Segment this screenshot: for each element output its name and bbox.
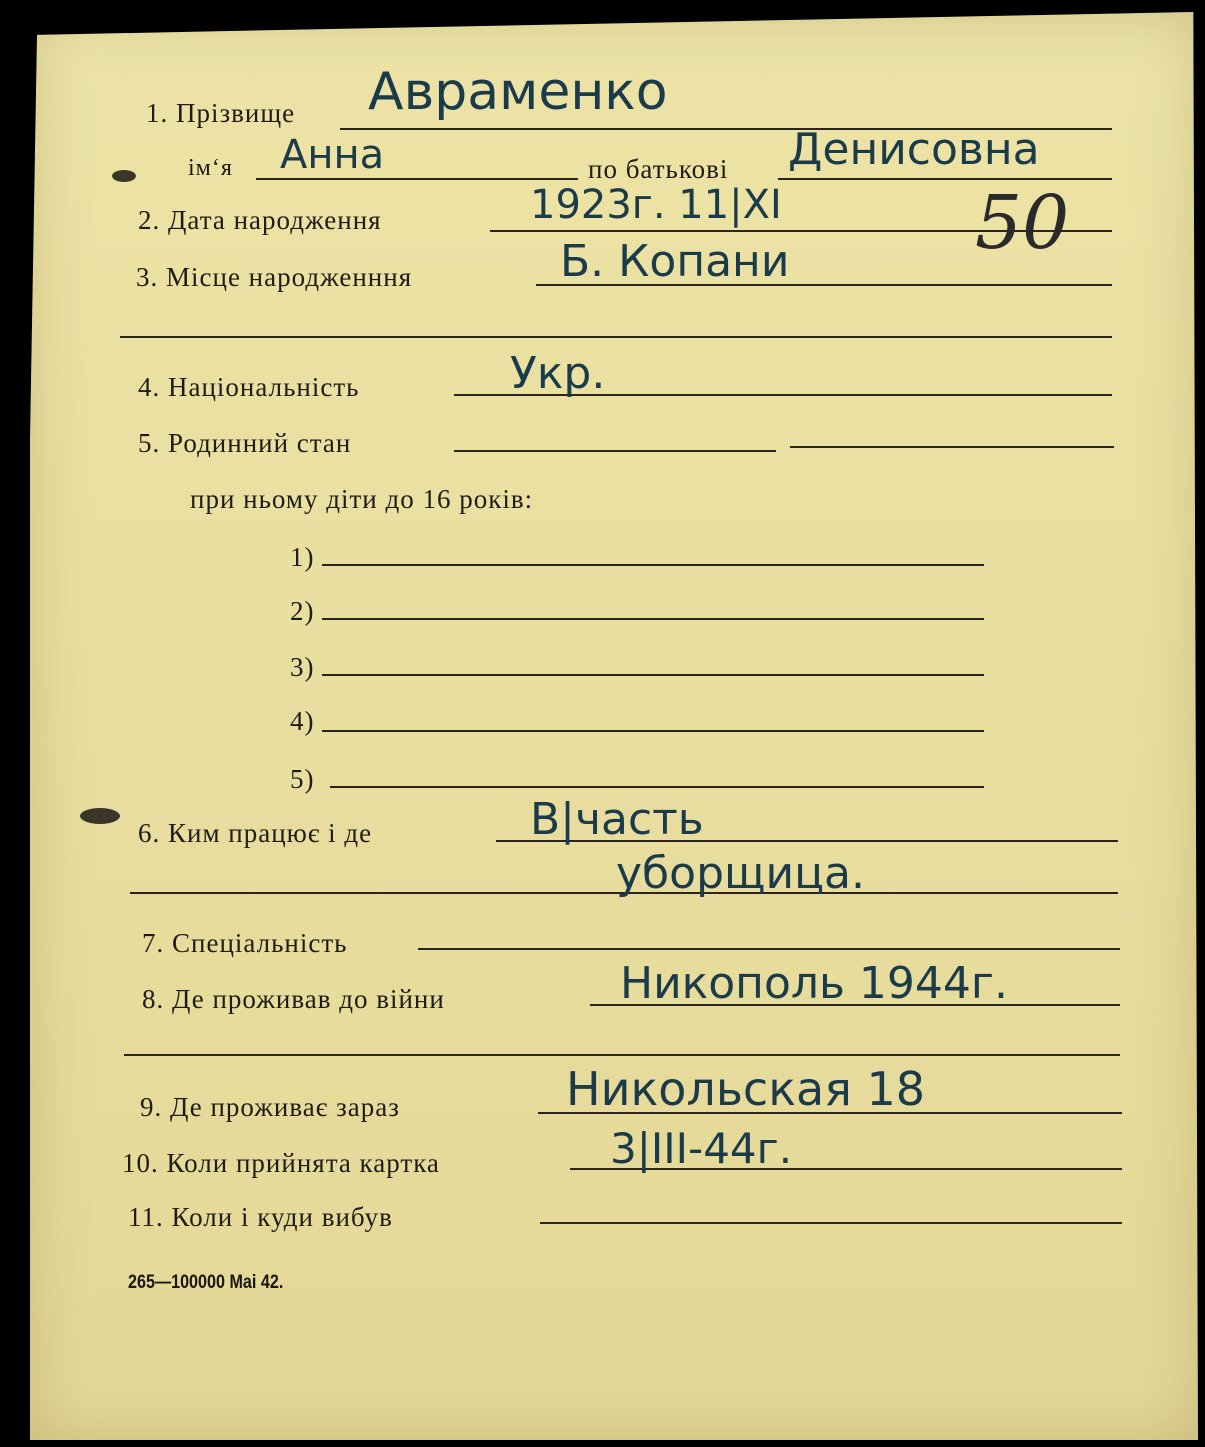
- birth-date-label: 2. Дата народження: [138, 205, 382, 235]
- first-name-line: [256, 178, 578, 180]
- child-3-label: 3): [290, 652, 315, 682]
- patronymic-value: Денисовна: [788, 124, 1040, 175]
- child-1-line: [322, 564, 984, 566]
- patronymic-label: по батькові: [588, 154, 729, 184]
- surname-label: 1. Прізвище: [146, 98, 296, 128]
- birth-place-extra-line: [120, 336, 1112, 338]
- birth-date-value: 1923г. 11|XI: [530, 182, 782, 228]
- departure-label: 11. Коли і куди вибув: [128, 1202, 393, 1232]
- punch-hole-top: [112, 170, 136, 182]
- first-name-value: Анна: [280, 132, 385, 178]
- margin-note-value: 50: [975, 180, 1070, 266]
- surname-value: Авраменко: [368, 62, 668, 122]
- marital-status-line-a: [454, 450, 776, 452]
- child-5-label: 5): [290, 764, 315, 794]
- marital-status-line-b: [790, 446, 1114, 448]
- nationality-label: 4. Національність: [138, 372, 360, 402]
- child-3-line: [322, 674, 984, 676]
- prewar-residence-label: 8. Де проживав до війни: [142, 984, 445, 1014]
- birth-place-value: Б. Копани: [560, 236, 790, 287]
- child-4-label: 4): [290, 706, 315, 736]
- departure-line: [540, 1222, 1122, 1224]
- print-code: 265—100000 Mai 42.: [128, 1272, 284, 1293]
- children-label: при ньому діти до 16 років:: [190, 484, 534, 514]
- work-value-2: уборщица.: [616, 848, 865, 899]
- child-2-label: 2): [290, 596, 315, 626]
- specialty-label: 7. Спеціальність: [142, 928, 348, 958]
- child-5-line: [330, 786, 984, 788]
- current-residence-value: Никольская 18: [566, 1062, 926, 1116]
- card-accepted-value: 3|III-44г.: [610, 1124, 793, 1173]
- work-value-1: В|часть: [530, 794, 704, 845]
- child-1-label: 1): [290, 542, 315, 572]
- card-accepted-label: 10. Коли прийнята картка: [122, 1148, 440, 1178]
- punch-hole-bottom: [80, 808, 120, 824]
- nationality-value: Укр.: [510, 348, 606, 399]
- prewar-residence-value: Никополь 1944г.: [620, 958, 1008, 1009]
- current-residence-label: 9. Де проживає зараз: [140, 1092, 400, 1122]
- prewar-residence-extra-line: [124, 1054, 1120, 1056]
- specialty-line: [418, 948, 1120, 950]
- birth-place-label: 3. Місце народженння: [136, 262, 413, 292]
- child-2-line: [322, 618, 984, 620]
- work-label: 6. Ким працює і де: [138, 818, 373, 848]
- first-name-label: ім‘я: [188, 155, 233, 181]
- marital-status-label: 5. Родинний стан: [138, 428, 352, 458]
- child-4-line: [322, 730, 984, 732]
